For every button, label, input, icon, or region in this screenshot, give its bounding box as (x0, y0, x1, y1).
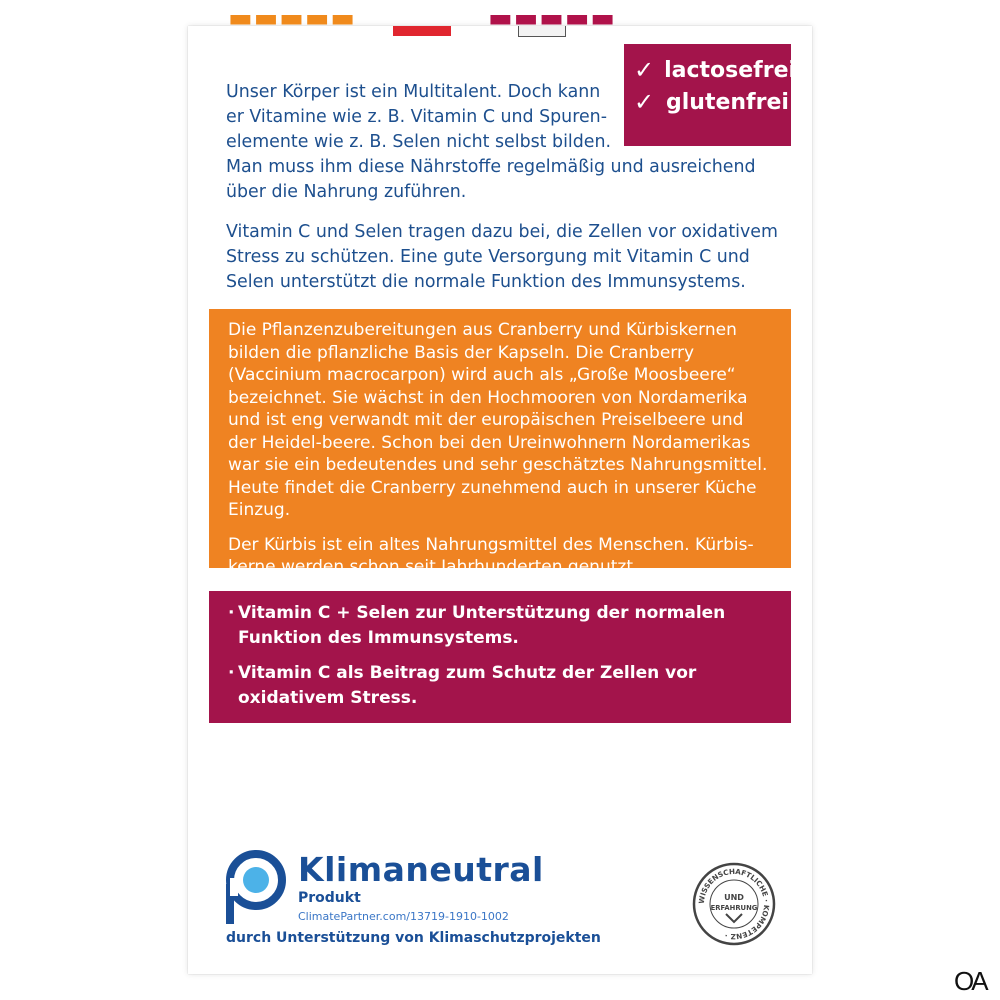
check-icon: ✓ (634, 88, 655, 116)
brand-print-fragment-2: ▬▬▬▬▬ (488, 6, 616, 36)
intro-text (226, 80, 786, 295)
intro-line: über die Nahrung zuführen. (226, 182, 467, 202)
climate-partner-logo-icon (224, 848, 292, 928)
climate-title: Klimaneutral (298, 850, 544, 889)
benefit-item (228, 661, 781, 711)
benefit-item (228, 601, 781, 651)
intro-line: elemente wie z. B. Selen nicht selbst bilden. (226, 132, 612, 152)
top-edge-strip (188, 6, 812, 44)
benefit-text: Vitamin C als Beitrag zum Schutz der Zellen vor oxidativem Stress. (238, 663, 697, 708)
benefits-box (209, 591, 791, 723)
pumpkin-paragraph: Der Kürbis ist ein altes Nahrungsmittel des Menschen. Kürbis-kerne werden schon seit Jahrhunderten genutzt. (228, 534, 754, 577)
bullet-icon: · (228, 663, 235, 683)
intro-paragraph-1 (226, 80, 786, 205)
climate-neutral-label (224, 848, 604, 958)
corner-mark: OA (954, 966, 986, 996)
seal-ring-text: WISSENSCHAFTLICHE · KOMPETENZ · (696, 866, 772, 942)
red-tag-fragment (393, 26, 451, 36)
climate-url: ClimatePartner.com/13719-1910-1002 (298, 910, 509, 923)
brand-print-fragment: ▬▬▬▬▬ (228, 6, 356, 36)
badge-label: glutenfrei (666, 89, 789, 115)
benefit-text: Vitamin C + Selen zur Unterstützung der normalen Funktion des Immunsystems. (238, 603, 726, 648)
intro-line: er Vitamine wie z. B. Vitamin C und Spuren- (226, 107, 607, 127)
climate-support-text: durch Unterstützung von Klimaschutzprojekten (226, 930, 601, 946)
cranberry-paragraph: Die Pflanzenzubereitungen aus Cranberry und Kürbiskernen bilden die pflanzliche Basis der Kapseln. Die Cranberry (Vaccinium macrocarpon) wird auch als „Große Moosbeere“ bezeichnet. Sie wächst in den Hochmooren von Nordamerika und ist eng verwandt mit der europäischen Preiselbeere und der Heidel-beere. Schon bei den Ureinwohnern Nordamerikas war sie ein bedeutendes und sehr geschätztes Nahrungsmittel. Heute findet die Cranberry zunehmend auch in unserer Küche Einzug. (228, 320, 768, 520)
bullet-icon: · (228, 603, 235, 623)
check-icon: ✓ (634, 56, 655, 84)
intro-line: Man muss ihm diese Nährstoffe regelmäßig und ausreichend (226, 157, 756, 177)
cranberry-info-box (209, 309, 791, 577)
intro-paragraph-2: Vitamin C und Selen tragen dazu bei, die Zellen vor oxidativem Stress zu schützen. Eine gute Versorgung mit Vitamin C und Selen unterstützt die normale Funktion des Immunsystems. (226, 222, 778, 292)
climate-subtitle: Produkt (298, 890, 361, 906)
package-back (188, 6, 812, 974)
competence-seal-icon (692, 862, 776, 946)
seal-center-line-2: ERFAHRUNG (710, 904, 758, 912)
intro-line: Unser Körper ist ein Multitalent. Doch kann (226, 82, 601, 102)
badge-label: lactosefrei (664, 57, 797, 83)
seal-center-line-1: UND (724, 893, 744, 902)
